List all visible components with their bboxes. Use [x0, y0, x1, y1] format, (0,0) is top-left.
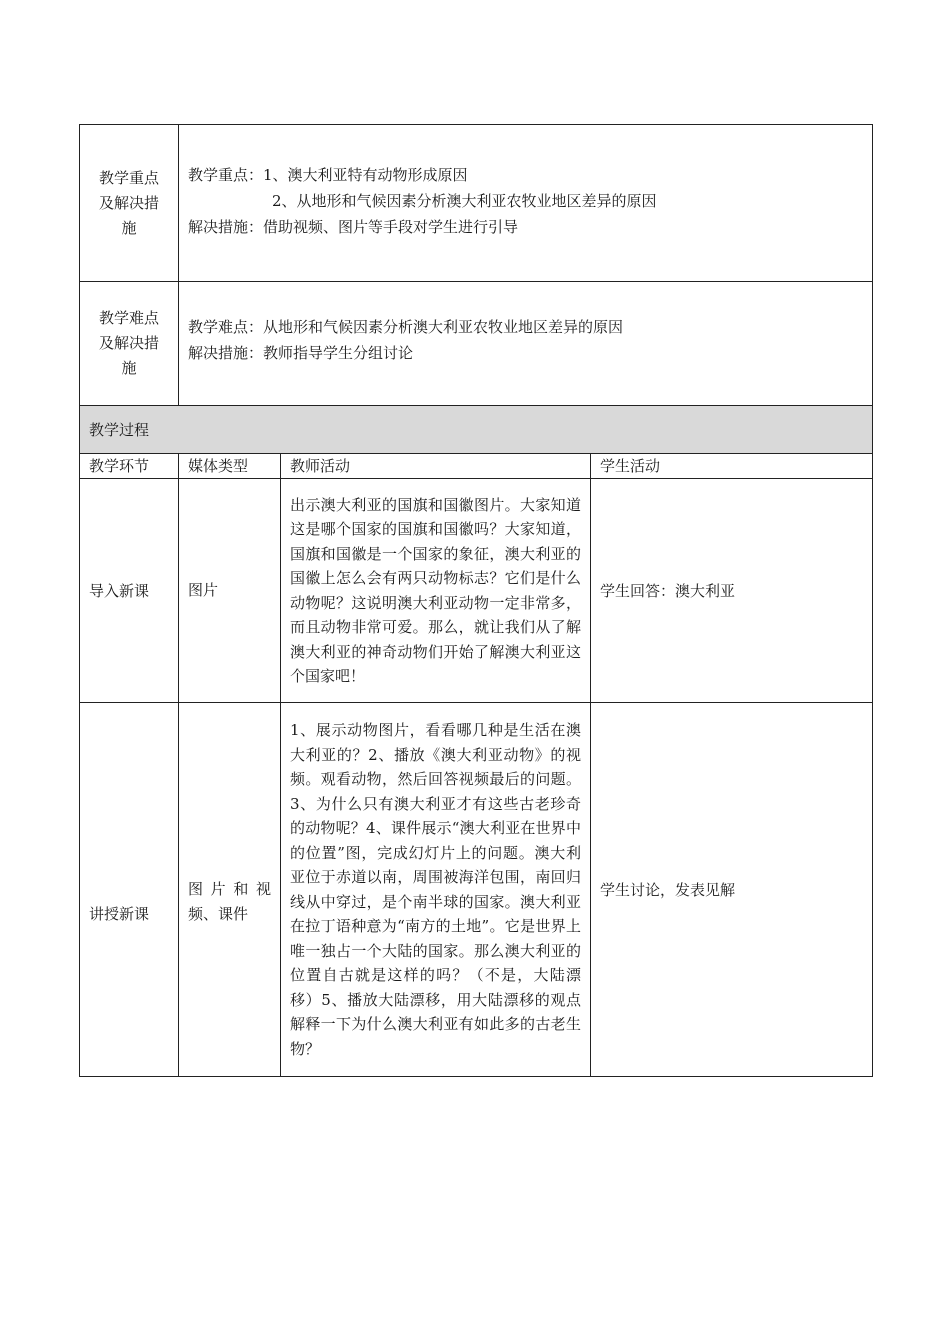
key-points-label-line: 施	[121, 218, 137, 237]
stage-cell: 导入新课	[80, 479, 179, 703]
key-points-measures: 解决措施：借助视频、图片等手段对学生进行引导	[188, 218, 519, 236]
difficult-points-label	[80, 282, 179, 406]
header-teacher: 教师活动	[281, 454, 591, 479]
difficult-points-line-1: 教学难点：从地形和气候因素分析澳大利亚农牧业地区差异的原因	[188, 317, 624, 336]
media-cell	[179, 479, 281, 703]
stage-cell: 讲授新课	[80, 703, 179, 1077]
key-points-content	[179, 125, 873, 282]
key-points-line-1: 教学重点：1、澳大利亚特有动物形成原因	[188, 166, 468, 184]
process-header-row	[80, 454, 873, 479]
difficult-points-label-line: 教学难点	[98, 309, 159, 327]
student-activity-cell: 学生讨论，发表见解	[591, 703, 873, 1077]
key-points-label-line: 及解决措	[98, 193, 159, 212]
key-points-line-2: 2、从地形和气候因素分析澳大利亚农牧业地区差异的原因	[272, 192, 657, 210]
key-points-label	[80, 125, 179, 282]
teacher-activity-cell	[281, 479, 591, 703]
header-stage: 教学环节	[80, 454, 179, 479]
key-points-label-line: 教学重点	[98, 168, 159, 187]
difficult-points-label-line: 及解决措	[98, 334, 159, 352]
difficult-points-label-line: 施	[121, 359, 137, 377]
header-student: 学生活动	[591, 454, 873, 479]
table-row	[80, 479, 873, 703]
lesson-plan-table	[79, 124, 873, 1077]
media-cell	[179, 703, 281, 1077]
teacher-activity-cell	[281, 703, 591, 1077]
process-title: 教学过程	[80, 406, 873, 454]
media-line: 图片	[188, 581, 219, 599]
header-media: 媒体类型	[179, 454, 281, 479]
media-line: 图片和视	[188, 879, 271, 898]
key-points-row	[80, 125, 873, 282]
teacher-activity-text: 1、展示动物图片，看看哪几种是生活在澳大利亚的？2、播放《澳大利亚动物》的视频。观看动物，然后回答视频最后的问题。3、为什么只有澳大利亚才有这些古老珍奇的动物呢？4、课件展示“澳大利亚在世界中的位置”图，完成幻灯片上的问题。澳大利亚位于赤道以南，周围被海洋包围，南回归线从中穿过，是个南半球的国家。澳大利亚在拉丁语种意为“南方的土地”。它是世界上唯一独占一个大陆的国家。那么澳大利亚的位置自古就是这样的吗？（不是，大陆漂移）5、播放大陆漂移，用大陆漂移的观点解释一下为什么澳大利亚有如此多的古老生物？	[290, 721, 581, 1058]
media-line: 频、课件	[188, 904, 249, 923]
student-activity-cell: 学生回答：澳大利亚	[591, 479, 873, 703]
table-row	[80, 703, 873, 1077]
teacher-activity-text: 出示澳大利亚的国旗和国徽图片。大家知道这是哪个国家的国旗和国徽吗？大家知道，国旗和国徽是一个国家的象征，澳大利亚的国徽上怎么会有两只动物标志？它们是什么动物呢？这说明澳大利亚动物一定非常多，而且动物非常可爱。那么，就让我们从了解澳大利亚的神奇动物们开始了解澳大利亚这个国家吧！	[290, 495, 581, 685]
difficult-points-row	[80, 282, 873, 406]
process-band-row	[80, 406, 873, 454]
difficult-points-content	[179, 282, 873, 406]
difficult-points-measures: 解决措施：教师指导学生分组讨论	[188, 343, 414, 362]
